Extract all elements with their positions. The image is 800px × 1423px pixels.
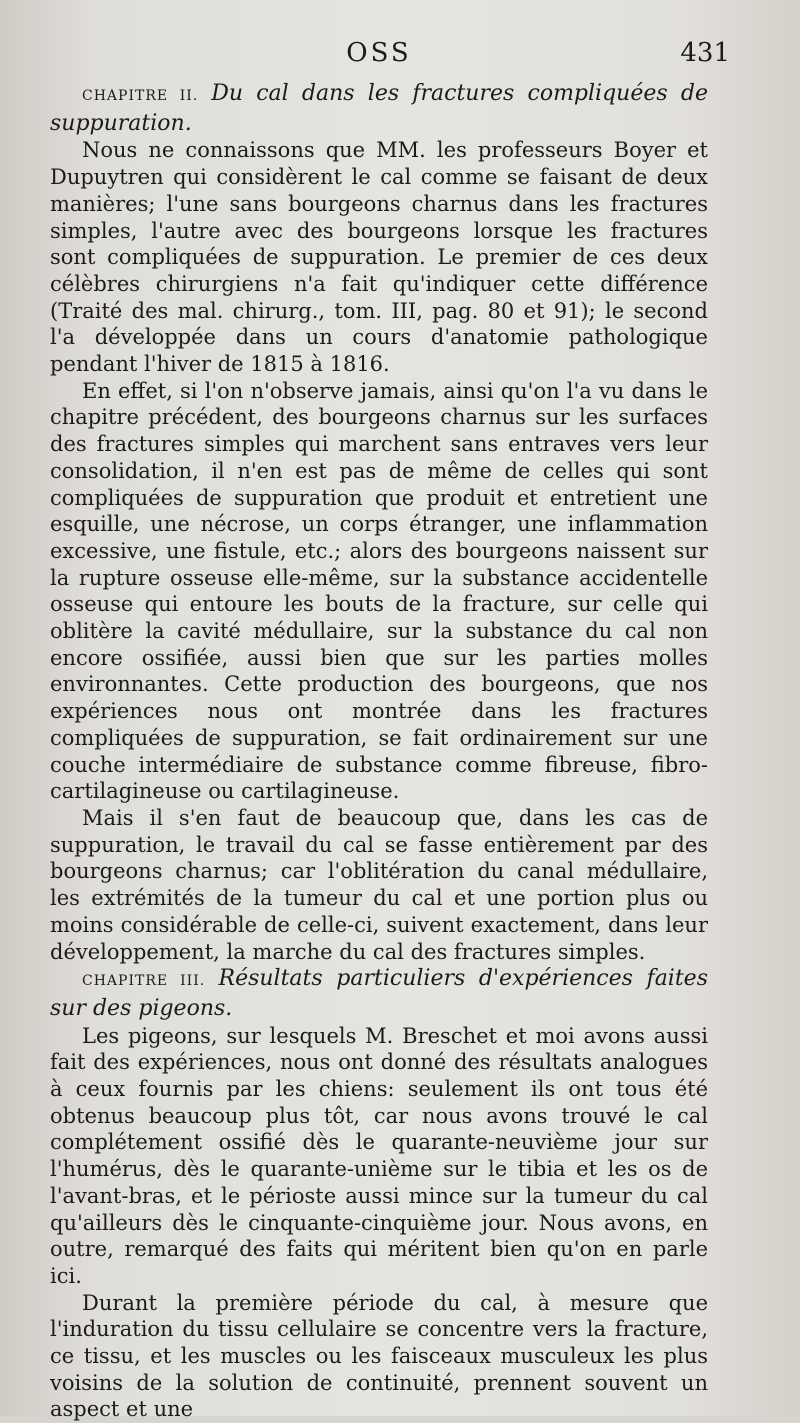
chapter-heading	[50, 80, 708, 137]
page-number: 431	[680, 38, 730, 68]
paragraph: Durant la première période du cal, à mesure que l'induration du tissu cellulaire se concentre vers la fracture, ce tissu, et les muscles ou les faisceaux musculeux les plus voisins de la solution de continuité, prennent souvent un aspect et une	[50, 1290, 708, 1422]
running-title: OSS	[346, 38, 412, 68]
paragraph: Nous ne connaissons que MM. les professeurs Boyer et Dupuytren qui considèrent le cal comme se faisant de deux manières; l'une sans bourgeons charnus dans les fractures simples, l'autre avec des bourgeons lorsque les fractures sont compliquées de suppuration. Le premier de ces deux célèbres chirurgiens n'a fait qu'indiquer cette différence (Traité des mal. chirurg., tom. III, pag. 80 et 91); le second l'a développée dans un cours d'anatomie pathologique pendant l'hiver de 1815 à 1816.	[50, 138, 708, 377]
page-body	[50, 80, 708, 1423]
chapter-label: CHAPITRE II.	[82, 88, 199, 104]
chapter-3-section	[50, 965, 708, 1423]
page-header	[50, 38, 730, 80]
chapter-title: Résultats particuliers d'expériences faites sur des pigeons.	[50, 966, 708, 1021]
chapter-title: Du cal dans les fractures compliquées de suppuration.	[50, 81, 708, 136]
paragraph: En effet, si l'on n'observe jamais, ainsi qu'on l'a vu dans le chapitre précédent, des bourgeons charnus sur les surfaces des fractures simples qui marchent sans entraves vers leur consolidation, il n'en est pas de même de celles qui sont compliquées de suppuration que produit et entretient une esquille, une nécrose, un corps étranger, une inflammation excessive, une fistule, etc.; alors des bourgeons naissent sur la rupture osseuse elle-même, sur la substance accidentelle osseuse qui entoure les bouts de la fracture, sur celle qui oblitère la cavité médullaire, sur la substance du cal non encore ossifiée, aussi bien que sur les parties molles environnantes. Cette production des bourgeons, que nos expériences nous ont montrée dans les fractures compliquées de suppuration, se fait ordinairement sur une couche intermédiaire de substance comme fibreuse, fibro-cartilagineuse ou cartilagineuse.	[50, 378, 708, 804]
chapter-2-section	[50, 80, 708, 965]
paragraph: Les pigeons, sur lesquels M. Breschet et moi avons aussi fait des expériences, nous ont donné des résultats analogues à ceux fournis par les chiens: seulement ils ont tous été obtenus beaucoup plus tôt, car nous avons trouvé le cal complétement ossifié dès le quarante-neuvième jour sur l'humérus, dès le quarante-unième sur le tibia et les os de l'avant-bras, et le périoste aussi mince sur la tumeur du cal qu'ailleurs dès le cinquante-cinquième jour. Nous avons, en outre, remarqué des faits qui méritent bien qu'on en parle ici.	[50, 1023, 708, 1288]
chapter-label: CHAPITRE III.	[82, 973, 206, 990]
chapter-heading	[50, 965, 708, 1022]
paragraph: Mais il s'en faut de beaucoup que, dans les cas de suppuration, le travail du cal se fasse entièrement par des bourgeons charnus; car l'oblitération du canal médullaire, les extrémités de la tumeur du cal et une portion plus ou moins considérable de celle-ci, suivent exactement, dans leur développement, la marche du cal des fractures simples.	[50, 805, 708, 964]
